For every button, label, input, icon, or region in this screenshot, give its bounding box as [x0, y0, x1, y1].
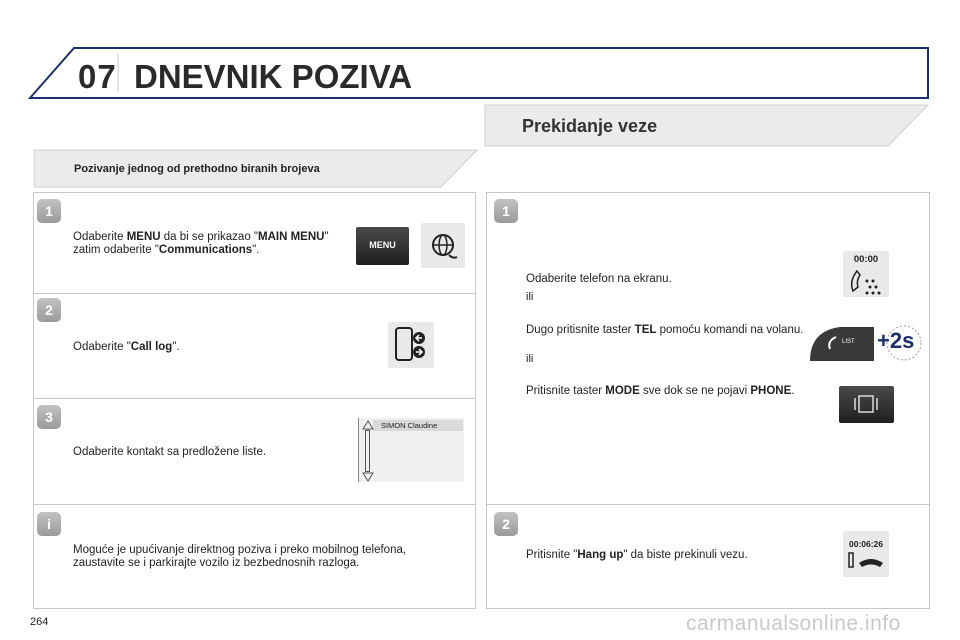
press-mode-text: Pritisnite taster MODE sve dok se ne pojavi PHONE.: [526, 385, 795, 397]
divider: [486, 504, 930, 505]
step-2-badge: 2: [37, 298, 61, 322]
right-step-2-badge: 2: [494, 512, 518, 536]
step-3-badge: 3: [37, 405, 61, 429]
watermark-text: carmanualsonline.info: [686, 612, 901, 635]
step-2-instruction: Odaberite "Call log".: [73, 341, 180, 353]
hold-two-seconds-label: +2s: [877, 328, 915, 353]
left-section-title: Pozivanje jednog od prethodno biranih brojeva: [74, 163, 320, 175]
phone-timer-icon: 00:00: [843, 251, 889, 297]
step-1-badge: 1: [37, 199, 61, 223]
safety-info-text: Moguće je upućivanje direktnog poziva i preko mobilnog telefona, zaustavite se i parkirajte vozilo iz bezbednosnih razloga.: [73, 544, 407, 569]
divider: [33, 504, 476, 505]
right-step-1-badge: 1: [494, 199, 518, 223]
step-1-instruction: Odaberite MENU da bi se prikazao "MAIN MENU" zatim odaberite "Communications".: [73, 231, 329, 256]
hang-up-icon: 00:06:26: [843, 531, 889, 577]
info-badge: i: [37, 512, 61, 536]
divider: [33, 398, 476, 399]
step-3-instruction: Odaberite kontakt sa predložene liste.: [73, 446, 267, 458]
or-text: ili: [526, 291, 534, 303]
menu-button-icon: MENU: [356, 227, 409, 265]
divider: [33, 293, 476, 294]
select-phone-text: Odaberite telefon na ekranu.: [526, 273, 672, 285]
right-section-title: Prekidanje veze: [522, 116, 658, 136]
or-text: ili: [526, 353, 534, 365]
mode-button-icon: [839, 386, 894, 423]
scroll-bar: [365, 430, 370, 472]
long-press-tel-text: Dugo pritisnite taster TEL pomoću komandi na volanu.: [526, 324, 804, 336]
contact-name: SIMON Claudine: [381, 421, 438, 430]
call-log-icon: [388, 322, 434, 368]
contact-list-screen: [358, 418, 464, 482]
communications-globe-icon: [421, 223, 465, 268]
hang-up-text: Pritisnite "Hang up" da biste prekinuli vezu.: [526, 549, 748, 561]
chapter-number: 07: [78, 58, 117, 95]
page-number: 264: [30, 616, 49, 628]
chapter-title: DNEVNIK POZIVA: [134, 58, 413, 95]
list-label: LIST: [842, 339, 855, 345]
